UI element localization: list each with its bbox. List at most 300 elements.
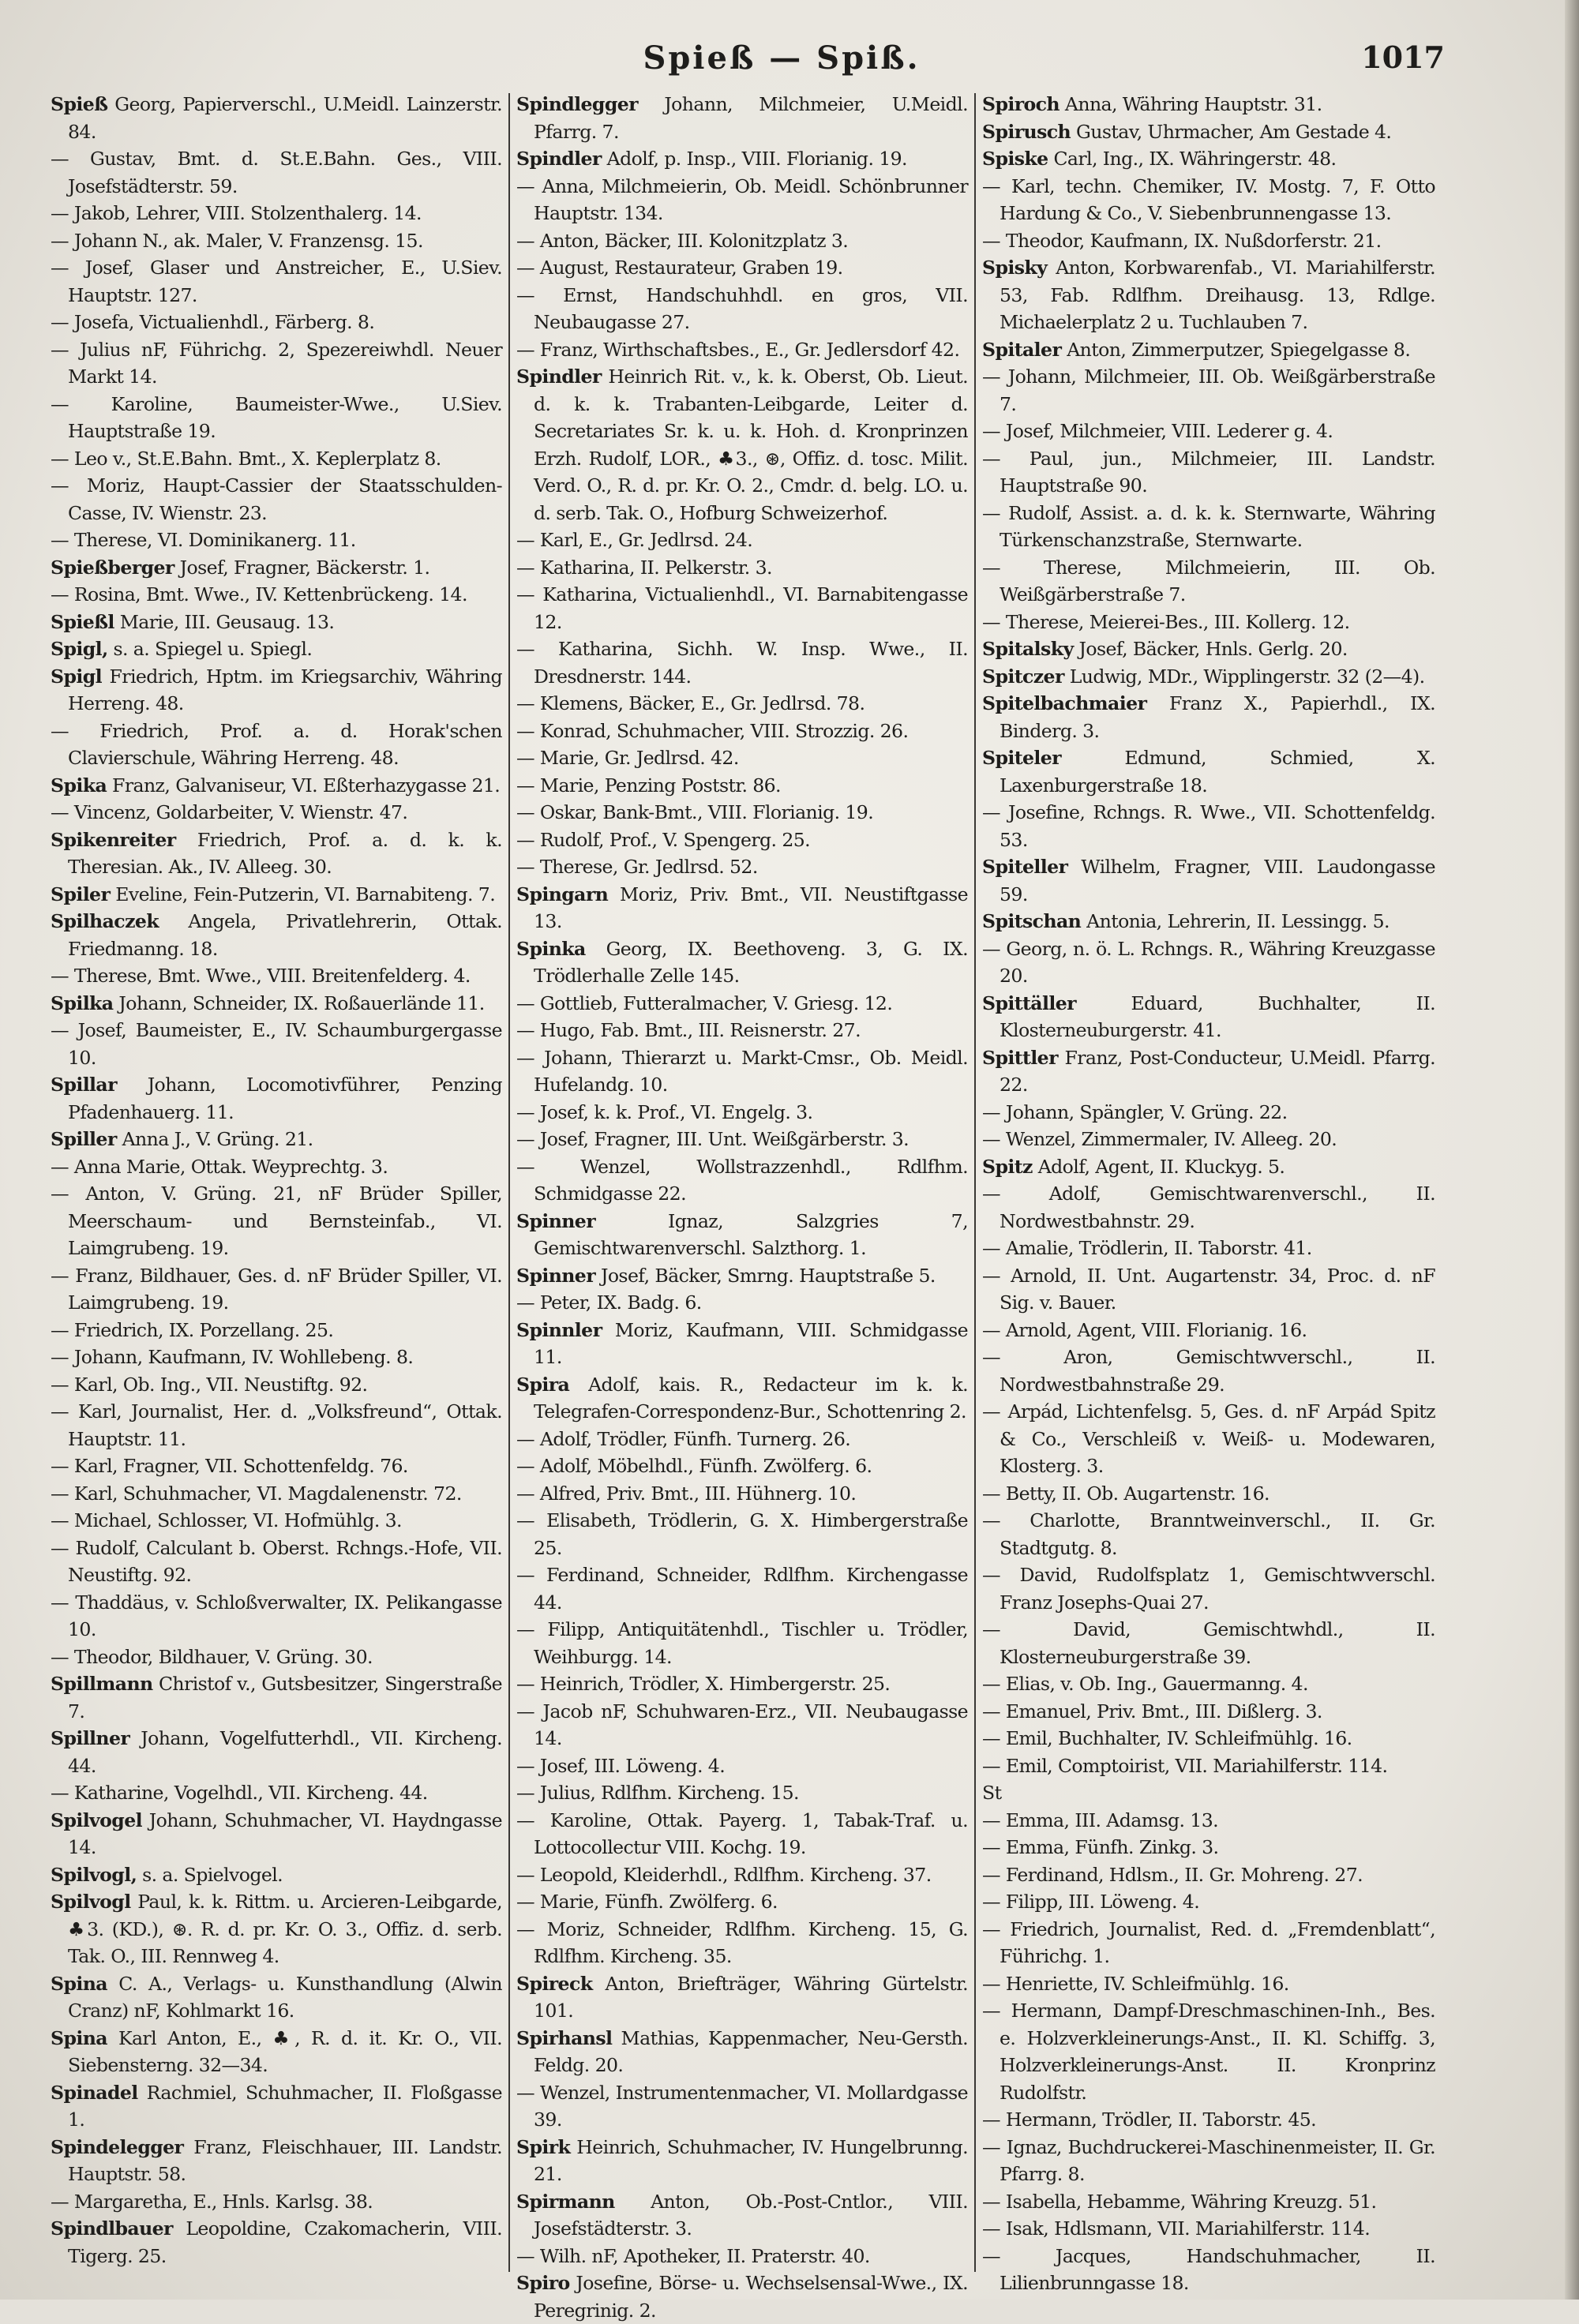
entry-text: — Franz, Bildhauer, Ges. d. nF Brüder Spiller, VI. Laimgrubeng. 19. bbox=[51, 1264, 502, 1314]
entry-surname: Spina bbox=[51, 2026, 107, 2049]
entry-text: — Karl, Fragner, VII. Schottenfeldg. 76. bbox=[51, 1455, 408, 1477]
entry-text: s. a. Spiegel u. Spiegl. bbox=[113, 638, 313, 660]
entry-text: — Karl, Journalist, Her. d. „Volksfreund“, Ottak. Hauptstr. 11. bbox=[51, 1400, 502, 1450]
entry-text: Antonia, Lehrerin, II. Lessingg. 5. bbox=[1086, 910, 1390, 932]
entry-surname: Spiteller bbox=[982, 856, 1068, 878]
entry-text: — Julius nF, Führichg. 2, Spezereiwhdl. Neuer Markt 14. bbox=[51, 338, 502, 388]
directory-entry bbox=[51, 1398, 502, 1452]
entry-text: — Adolf, Möbelhdl., Fünfh. Zwölferg. 6. bbox=[516, 1455, 872, 1477]
directory-entry bbox=[982, 799, 1435, 853]
directory-entry bbox=[982, 2215, 1435, 2243]
entry-text: — Franz, Wirthschaftsbes., E., Gr. Jedlersdorf 42. bbox=[516, 338, 960, 361]
entry-surname: Spillar bbox=[51, 1074, 117, 1096]
directory-entry bbox=[982, 2188, 1435, 2216]
entry-text: — Margaretha, E., Hnls. Karlsg. 38. bbox=[51, 2190, 373, 2213]
entry-surname: Spitalsky bbox=[982, 638, 1074, 660]
entry-text: — Rosina, Bmt. Wwe., IV. Kettenbrückeng. 14. bbox=[51, 583, 467, 605]
entry-text: — Isak, Hdlsmann, VII. Mariahilferstr. 114. bbox=[982, 2217, 1371, 2240]
directory-entry bbox=[51, 336, 502, 391]
entry-text: — Emil, Comptoirist, VII. Mariahilferstr. 114. bbox=[982, 1754, 1388, 1777]
directory-entry bbox=[51, 1017, 502, 1071]
entry-text: — Adolf, Gemischtwarenverschl., II. Nordwestbahnstr. 29. bbox=[982, 1183, 1435, 1232]
entry-text: — Josefa, Victualienhdl., Färberg. 8. bbox=[51, 311, 375, 333]
directory-entry bbox=[51, 91, 502, 145]
directory-entry bbox=[51, 2134, 502, 2188]
entry-text: Rachmiel, Schuhmacher, II. Floßgasse 1. bbox=[68, 2081, 503, 2131]
directory-entry bbox=[516, 1452, 968, 1480]
directory-entry bbox=[982, 227, 1435, 255]
entry-text: Eveline, Fein-Putzerin, VI. Barnabiteng. 7. bbox=[115, 883, 496, 905]
directory-entry bbox=[51, 2025, 502, 2079]
directory-entry bbox=[51, 772, 502, 800]
entry-text: — Wenzel, Instrumentenmacher, VI. Mollardgasse 39. bbox=[516, 2081, 968, 2131]
directory-entry bbox=[982, 1561, 1435, 1616]
entry-text: — Marie, Penzing Poststr. 86. bbox=[516, 774, 781, 797]
entry-surname: Spirusch bbox=[982, 120, 1071, 143]
directory-entry bbox=[516, 1779, 968, 1807]
entry-text: — Oskar, Bank-Bmt., VIII. Florianig. 19. bbox=[516, 801, 874, 823]
directory-entry bbox=[516, 1752, 968, 1780]
directory-entry bbox=[51, 472, 502, 527]
directory-entry bbox=[516, 2134, 968, 2188]
directory-entry bbox=[516, 1698, 968, 1752]
directory-entry bbox=[982, 1807, 1435, 1835]
entry-surname: Spitczer bbox=[982, 665, 1064, 688]
entry-text: — Katharina, Victualienhdl., VI. Barnabitengasse 12. bbox=[516, 583, 968, 633]
directory-entry bbox=[51, 1071, 502, 1126]
directory-entry bbox=[516, 91, 968, 145]
entry-text: Josefine, Börse- u. Wechselsensal-Wwe., IX. Peregrinig. 2. bbox=[534, 2272, 968, 2322]
entry-text: — Emma, Fünfh. Zinkg. 3. bbox=[982, 1836, 1219, 1858]
entry-surname: Spiske bbox=[982, 148, 1048, 170]
entry-text: — Isabella, Hebamme, Währing Kreuzg. 51. bbox=[982, 2190, 1377, 2213]
directory-entry bbox=[51, 1670, 502, 1725]
directory-entry bbox=[51, 1807, 502, 1861]
entry-text: Karl Anton, E., ♣, R. d. it. Kr. O., VII. Siebensterng. 32—34. bbox=[68, 2026, 502, 2076]
entry-text: Leopoldine, Czakomacherin, VIII. Tigerg. 25. bbox=[68, 2217, 502, 2267]
directory-entry bbox=[51, 391, 502, 445]
entry-text: Franz, Galvaniseur, VI. Eßterhazygasse 21. bbox=[112, 774, 501, 797]
directory-entry bbox=[51, 663, 502, 718]
directory-entry bbox=[982, 1180, 1435, 1235]
entry-text: Anton, Briefträger, Währing Gürtelstr. 101. bbox=[534, 1972, 968, 2022]
entry-text: — Peter, IX. Badg. 6. bbox=[516, 1291, 702, 1314]
entry-text: Adolf, Agent, II. Kluckyg. 5. bbox=[1037, 1155, 1285, 1178]
entry-text: — Anna, Milchmeierin, Ob. Meidl. Schönbrunner Hauptstr. 134. bbox=[516, 174, 968, 224]
entry-text: — Friedrich, Journalist, Red. d. „Fremdenblatt“, Führichg. 1. bbox=[982, 1917, 1435, 1967]
entry-text: — Theodor, Bildhauer, V. Grüng. 30. bbox=[51, 1645, 373, 1668]
directory-entry bbox=[982, 1616, 1435, 1670]
directory-entry bbox=[982, 173, 1435, 227]
directory-entry bbox=[516, 2079, 968, 2134]
directory-entry bbox=[516, 772, 968, 800]
directory-entry bbox=[982, 1344, 1435, 1398]
directory-entry bbox=[516, 227, 968, 255]
running-head: Spieß — Spiß. bbox=[643, 39, 921, 77]
directory-entry bbox=[982, 2134, 1435, 2188]
directory-entry bbox=[516, 853, 968, 881]
directory-entry bbox=[51, 1970, 502, 2025]
directory-entry bbox=[516, 690, 968, 718]
entry-text: — Aron, Gemischtwverschl., II. Nordwestbahnstraße 29. bbox=[982, 1346, 1435, 1396]
entry-text: — Johann N., ak. Maler, V. Franzensg. 15. bbox=[51, 229, 423, 252]
directory-entry bbox=[51, 1507, 502, 1535]
entry-text: — Paul, jun., Milchmeier, III. Landstr. Hauptstraße 90. bbox=[982, 447, 1435, 497]
directory-entry bbox=[982, 336, 1435, 364]
entry-surname: Spikenreiter bbox=[51, 828, 176, 851]
directory-entry bbox=[516, 990, 968, 1018]
directory-entry bbox=[516, 2188, 968, 2243]
directory-entry bbox=[51, 1725, 502, 1779]
directory-entry bbox=[516, 2243, 968, 2270]
entry-surname: Spillmann bbox=[51, 1673, 153, 1695]
column-rule bbox=[508, 93, 510, 2272]
directory-entry bbox=[51, 1180, 502, 1262]
directory-entry bbox=[516, 1888, 968, 1916]
entry-surname: Spika bbox=[51, 774, 107, 797]
directory-entry bbox=[982, 1262, 1435, 1317]
entry-surname: Spisky bbox=[982, 257, 1048, 279]
directory-entry bbox=[516, 718, 968, 745]
directory-entry bbox=[516, 2025, 968, 2079]
entry-text: — Therese, Bmt. Wwe., VIII. Breitenfelderg. 4. bbox=[51, 965, 471, 987]
directory-entry bbox=[516, 1317, 968, 1371]
entry-surname: Spilka bbox=[51, 991, 114, 1014]
entry-text: — Josef, k. k. Prof., VI. Engelg. 3. bbox=[516, 1100, 813, 1123]
entry-text: Anton, Zimmerputzer, Spiegelgasse 8. bbox=[1067, 338, 1411, 361]
directory-entry bbox=[51, 227, 502, 255]
entry-text: Friedrich, Prof. a. d. k. k. Theresian. Ak., IV. Alleeg. 30. bbox=[68, 828, 502, 878]
entry-text: Moriz, Priv. Bmt., VII. Neustiftgasse 13. bbox=[534, 883, 969, 932]
entry-surname: Spilvogl bbox=[51, 1891, 131, 1913]
entry-text: — Georg, n. ö. L. Rchngs. R., Währing Kreuzgasse 20. bbox=[982, 937, 1435, 987]
entry-text: — Arpád, Lichtenfelsg. 5, Ges. d. nF Arpád Spitz & Co., Verschleiß v. Weiß- u. Modewaren, Klosterg. 3. bbox=[982, 1400, 1435, 1477]
directory-entry bbox=[982, 2243, 1435, 2297]
entry-text: — Therese, Milchmeierin, III. Ob. Weißgärberstraße 7. bbox=[982, 556, 1435, 605]
entry-text: Angela, Privatlehrerin, Ottak. Friedmanng. 18. bbox=[68, 910, 503, 960]
entry-text: Christof v., Gutsbesitzer, Singerstraße 7. bbox=[68, 1673, 502, 1722]
directory-entry bbox=[516, 635, 968, 690]
entry-text: — Hermann, Dampf-Dreschmaschinen-Inh., Bes. e. Holzverkleinerungs-Anst., II. Kl. Schiffg. 3, Holzverkleinerungs-Anst. II. Kronprinz Rudolfstr. bbox=[982, 2000, 1435, 2104]
entry-surname: Spinner bbox=[516, 1264, 596, 1287]
entry-text: Adolf, kais. R., Redacteur im k. k. Telegrafen-Correspondenz-Bur., Schottenring 2. bbox=[534, 1373, 968, 1423]
directory-entry bbox=[982, 1153, 1435, 1181]
directory-entry bbox=[982, 609, 1435, 636]
directory-entry bbox=[51, 1644, 502, 1671]
directory-entry bbox=[982, 744, 1435, 799]
directory-entry bbox=[982, 1044, 1435, 1099]
entry-surname: Spieß bbox=[51, 93, 108, 115]
directory-entry bbox=[982, 554, 1435, 609]
entry-text: — Marie, Gr. Jedlrsd. 42. bbox=[516, 747, 739, 769]
directory-entry bbox=[516, 1916, 968, 1970]
entry-text: — Heinrich, Trödler, X. Himbergerstr. 25. bbox=[516, 1673, 891, 1695]
directory-entry bbox=[982, 1997, 1435, 2106]
directory-entry bbox=[516, 527, 968, 554]
entry-text: — Therese, Meierei-Bes., III. Kollerg. 12. bbox=[982, 610, 1350, 633]
directory-entry bbox=[51, 1452, 502, 1480]
entry-text: Anna, Währing Hauptstr. 31. bbox=[1064, 93, 1322, 115]
entry-surname: Spittäller bbox=[982, 991, 1076, 1014]
entry-surname: Spireck bbox=[516, 1972, 593, 1995]
directory-entry bbox=[51, 609, 502, 636]
entry-text: Johann, Milchmeier, U.Meidl. Pfarrg. 7. bbox=[534, 93, 968, 143]
directory-entry bbox=[516, 935, 968, 990]
entry-surname: Spirhansl bbox=[516, 2026, 613, 2049]
entry-surname: Spira bbox=[516, 1373, 570, 1396]
entry-text: — Emil, Buchhalter, IV. Schleifmühlg. 16. bbox=[982, 1727, 1352, 1749]
entry-surname: Spinadel bbox=[51, 2081, 138, 2104]
entry-text: — Elias, v. Ob. Ing., Gauermanng. 4. bbox=[982, 1673, 1308, 1695]
entry-text: Gustav, Uhrmacher, Am Gestade 4. bbox=[1076, 120, 1392, 143]
entry-surname: Spießberger bbox=[51, 556, 174, 579]
entry-text: Johann, Locomotivführer, Penzing Pfadenhauerg. 11. bbox=[68, 1074, 502, 1123]
entry-surname: Spigl, bbox=[51, 638, 108, 660]
directory-entry bbox=[516, 881, 968, 935]
entry-text: — Rudolf, Calculant b. Oberst. Rchngs.-Hofe, VII. Neustiftg. 92. bbox=[51, 1536, 502, 1586]
directory-entry bbox=[516, 1289, 968, 1317]
directory-entry bbox=[982, 1888, 1435, 1916]
entry-text: — Theodor, Kaufmann, IX. Nußdorferstr. 21. bbox=[982, 229, 1382, 252]
entry-surname: Spiroch bbox=[982, 93, 1060, 115]
directory-entry bbox=[982, 908, 1435, 935]
entry-surname: Spirmann bbox=[516, 2190, 615, 2213]
directory-entry bbox=[982, 1916, 1435, 1970]
entry-text: — Adolf, Trödler, Fünfh. Turnerg. 26. bbox=[516, 1427, 851, 1450]
entry-text: Anna J., V. Grüng. 21. bbox=[122, 1128, 313, 1150]
directory-entry bbox=[516, 254, 968, 282]
directory-entry bbox=[982, 500, 1435, 554]
entry-text: — Katharine, Vogelhdl., VII. Kircheng. 44. bbox=[51, 1782, 428, 1804]
directory-entry bbox=[51, 1317, 502, 1344]
entry-text: — Vincenz, Goldarbeiter, V. Wienstr. 47. bbox=[51, 801, 408, 823]
directory-entry bbox=[516, 1561, 968, 1616]
directory-entry bbox=[516, 827, 968, 854]
directory-entry bbox=[51, 581, 502, 609]
directory-entry bbox=[982, 1126, 1435, 1153]
directory-entry bbox=[982, 254, 1435, 336]
entry-surname: Spindelegger bbox=[51, 2135, 184, 2158]
entry-text: Georg, IX. Beethoveng. 3, G. IX. Trödlerhalle Zelle 145. bbox=[534, 937, 968, 987]
entry-text: Johann, Schuhmacher, VI. Haydngasse 14. bbox=[68, 1809, 502, 1858]
entry-text: — Hermann, Trödler, II. Taborstr. 45. bbox=[982, 2108, 1317, 2131]
entry-text: — Johann, Thierarzt u. Markt-Cmsr., Ob. Meidl. Hufelandg. 10. bbox=[516, 1046, 968, 1096]
entry-text: — Josef, III. Löweng. 4. bbox=[516, 1754, 726, 1777]
column-3 bbox=[982, 91, 1435, 2294]
entry-text: Heinrich, Schuhmacher, IV. Hungelbrunng. 21. bbox=[534, 2135, 968, 2185]
entry-surname: Spittler bbox=[982, 1046, 1058, 1069]
entry-text: Franz, Post-Conducteur, U.Meidl. Pfarrg. 22. bbox=[1000, 1046, 1435, 1096]
entry-text: — Emanuel, Priv. Bmt., III. Dißlerg. 3. bbox=[982, 1700, 1322, 1722]
entry-text: Franz X., Papierhdl., IX. Binderg. 3. bbox=[1000, 692, 1435, 742]
directory-entry bbox=[51, 718, 502, 772]
entry-text: Josef, Fragner, Bäckerstr. 1. bbox=[179, 556, 430, 579]
entry-text: — Gustav, Bmt. d. St.E.Bahn. Ges., VIII. Josefstädterstr. 59. bbox=[51, 148, 502, 197]
directory-entry bbox=[982, 1725, 1435, 1752]
directory-entry bbox=[516, 1616, 968, 1670]
directory-entry bbox=[982, 1779, 1435, 1807]
directory-entry bbox=[51, 254, 502, 309]
directory-entry bbox=[516, 282, 968, 336]
directory-entry bbox=[51, 1371, 502, 1399]
entry-text: — Rudolf, Assist. a. d. k. k. Sternwarte, Währing Türkenschanzstraße, Sternwarte. bbox=[982, 501, 1435, 551]
entry-text: Friedrich, Hptm. im Kriegsarchiv, Währing Herreng. 48. bbox=[68, 665, 502, 714]
entry-surname: Spießl bbox=[51, 610, 114, 633]
directory-entry bbox=[982, 690, 1435, 744]
directory-entry bbox=[982, 363, 1435, 418]
directory-entry bbox=[51, 827, 502, 881]
directory-entry bbox=[982, 1752, 1435, 1780]
entry-text: Mathias, Kappenmacher, Neu-Gersth. Feldg. 20. bbox=[534, 2026, 968, 2076]
entry-text: s. a. Spielvogel. bbox=[142, 1863, 283, 1886]
entry-text: St bbox=[982, 1782, 1002, 1804]
directory-entry bbox=[516, 2270, 968, 2324]
directory-entry bbox=[516, 581, 968, 635]
entry-text: — Ignaz, Buchdruckerei-Maschinenmeister, II. Gr. Pfarrg. 8. bbox=[982, 2135, 1435, 2185]
entry-text: — Leo v., St.E.Bahn. Bmt., X. Keplerplatz 8. bbox=[51, 447, 441, 470]
entry-text: — Henriette, IV. Schleifmühlg. 16. bbox=[982, 1972, 1289, 1995]
entry-surname: Spindler bbox=[516, 148, 602, 170]
entry-text: — Betty, II. Ob. Augartenstr. 16. bbox=[982, 1482, 1270, 1505]
entry-surname: Spinner bbox=[516, 1209, 596, 1232]
directory-entry bbox=[516, 336, 968, 364]
directory-entry bbox=[516, 554, 968, 582]
entry-text: Anton, Ob.-Post-Cntlor., VIII. Josefstädterstr. 3. bbox=[534, 2190, 968, 2240]
entry-text: — Friedrich, Prof. a. d. Horak'schen Clavierschule, Währing Herreng. 48. bbox=[51, 719, 502, 769]
entry-text: — Karl, Schuhmacher, VI. Magdalenenstr. 72. bbox=[51, 1482, 462, 1505]
directory-entry bbox=[516, 1480, 968, 1508]
directory-entry bbox=[516, 1044, 968, 1099]
entry-text: — Michael, Schlosser, VI. Hofmühlg. 3. bbox=[51, 1509, 402, 1531]
directory-entry bbox=[982, 1970, 1435, 1998]
entry-text: — David, Rudolfsplatz 1, Gemischtwverschl. Franz Josephs-Quai 27. bbox=[982, 1564, 1435, 1614]
entry-text: — Julius, Rdlfhm. Kircheng. 15. bbox=[516, 1782, 799, 1804]
directory-entry bbox=[516, 1670, 968, 1698]
directory-entry bbox=[51, 1779, 502, 1807]
directory-entry bbox=[51, 1480, 502, 1508]
entry-text: — Amalie, Trödlerin, II. Taborstr. 41. bbox=[982, 1237, 1312, 1259]
directory-entry bbox=[982, 1398, 1435, 1480]
entry-text: — Filipp, Antiquitätenhdl., Tischler u. Trödler, Weihburgg. 14. bbox=[516, 1618, 968, 1668]
entry-text: — Katharina, II. Pelkerstr. 3. bbox=[516, 556, 772, 579]
entry-text: — Karl, Ob. Ing., VII. Neustiftg. 92. bbox=[51, 1373, 368, 1396]
entry-text: — Therese, VI. Dominikanerg. 11. bbox=[51, 529, 356, 551]
directory-entry bbox=[51, 1589, 502, 1644]
entry-text: — Gottlieb, Futteralmacher, V. Griesg. 12. bbox=[516, 991, 893, 1014]
entry-surname: Spitaler bbox=[982, 338, 1062, 361]
entry-text: — Karl, E., Gr. Jedlrsd. 24. bbox=[516, 529, 753, 551]
page-number: 1017 bbox=[1361, 39, 1445, 75]
entry-text: — Wenzel, Wollstrazzenhdl., Rdlfhm. Schmidgasse 22. bbox=[516, 1155, 968, 1205]
entry-surname: Spigl bbox=[51, 665, 102, 688]
entry-text: — Konrad, Schuhmacher, VIII. Strozzig. 26. bbox=[516, 719, 909, 742]
column-rule bbox=[974, 93, 976, 2272]
entry-text: — Katharina, Sichh. W. Insp. Wwe., II. Dresdnerstr. 144. bbox=[516, 638, 968, 688]
directory-entry bbox=[51, 1126, 502, 1153]
directory-entry bbox=[51, 2215, 502, 2270]
entry-text: — Anna Marie, Ottak. Weyprechtg. 3. bbox=[51, 1155, 388, 1178]
directory-entry bbox=[51, 554, 502, 582]
entry-text: — Klemens, Bäcker, E., Gr. Jedlrsd. 78. bbox=[516, 692, 865, 714]
directory-entry bbox=[982, 1507, 1435, 1561]
directory-entry bbox=[516, 799, 968, 827]
directory-entry bbox=[51, 908, 502, 962]
entry-text: — Arnold, II. Unt. Augartenstr. 34, Proc. d. nF Sig. v. Bauer. bbox=[982, 1264, 1435, 1314]
directory-entry bbox=[51, 1153, 502, 1181]
entry-surname: Spiler bbox=[51, 883, 111, 905]
directory-entry bbox=[51, 145, 502, 200]
directory-entry bbox=[982, 1861, 1435, 1889]
entry-text: — Alfred, Priv. Bmt., III. Hühnerg. 10. bbox=[516, 1482, 857, 1505]
directory-entry bbox=[982, 1670, 1435, 1698]
entry-text: — Karl, techn. Chemiker, IV. Mostg. 7, F. Otto Hardung & Co., V. Siebenbrunnengasse 13. bbox=[982, 174, 1435, 224]
entry-text: — Therese, Gr. Jedlrsd. 52. bbox=[516, 856, 758, 878]
entry-text: Anton, Korbwarenfab., VI. Mariahilferstr. 53, Fab. Rdlfhm. Dreihausg. 13, Rdlge. Michaelerplatz 2 u. Tuchlauben 7. bbox=[1000, 257, 1435, 333]
directory-entry bbox=[516, 1017, 968, 1044]
directory-entry bbox=[982, 91, 1435, 118]
entry-text: — Hugo, Fab. Bmt., III. Reisnerstr. 27. bbox=[516, 1019, 861, 1041]
entry-surname: Spindlegger bbox=[516, 93, 638, 115]
directory-entry bbox=[51, 1861, 502, 1889]
directory-entry bbox=[51, 1888, 502, 1970]
entry-text: — Johann, Kaufmann, IV. Wohllebeng. 8. bbox=[51, 1346, 414, 1368]
entry-text: — Wenzel, Zimmermaler, IV. Alleeg. 20. bbox=[982, 1128, 1337, 1150]
directory-entry bbox=[516, 1371, 968, 1426]
entry-text: — Friedrich, IX. Porzellang. 25. bbox=[51, 1318, 334, 1341]
entry-surname: Spilhaczek bbox=[51, 910, 159, 932]
entry-text: Ludwig, MDr., Wipplingerstr. 32 (2—4). bbox=[1069, 665, 1425, 688]
entry-text: Josef, Bäcker, Hnls. Gerlg. 20. bbox=[1078, 638, 1348, 660]
entry-surname: Spiller bbox=[51, 1128, 117, 1150]
entry-text: Johann, Vogelfutterhdl., VII. Kircheng. 44. bbox=[68, 1727, 502, 1777]
directory-entry bbox=[51, 200, 502, 227]
entry-surname: Spillner bbox=[51, 1727, 130, 1749]
directory-entry bbox=[516, 145, 968, 173]
entry-text: — Karoline, Baumeister-Wwe., U.Siev. Hauptstraße 19. bbox=[51, 392, 502, 442]
entry-text: — Arnold, Agent, VIII. Florianig. 16. bbox=[982, 1318, 1307, 1341]
entry-text: — Johann, Milchmeier, III. Ob. Weißgärberstraße 7. bbox=[982, 365, 1435, 415]
directory-entry bbox=[51, 962, 502, 990]
entry-text: — Marie, Fünfh. Zwölferg. 6. bbox=[516, 1891, 778, 1913]
directory-entry bbox=[516, 1970, 968, 2025]
directory-entry bbox=[982, 990, 1435, 1044]
directory-entry bbox=[51, 527, 502, 554]
entry-text: — Elisabeth, Trödlerin, G. X. Himbergerstraße 25. bbox=[516, 1509, 968, 1559]
entry-text: — Josefine, Rchngs. R. Wwe., VII. Schottenfeldg. 53. bbox=[982, 801, 1435, 851]
entry-text: — Rudolf, Prof., V. Spengerg. 25. bbox=[516, 828, 811, 851]
entry-surname: Spirk bbox=[516, 2135, 571, 2158]
entry-text: — Jakob, Lehrer, VIII. Stolzenthalerg. 14. bbox=[51, 202, 422, 224]
entry-text: — Filipp, III. Löweng. 4. bbox=[982, 1891, 1200, 1913]
entry-text: — August, Restaurateur, Graben 19. bbox=[516, 257, 843, 279]
entry-text: — Wilh. nF, Apotheker, II. Praterstr. 40. bbox=[516, 2244, 870, 2267]
entry-text: Franz, Fleischhauer, III. Landstr. Hauptstr. 58. bbox=[68, 2135, 502, 2185]
entry-surname: Spitschan bbox=[982, 910, 1082, 932]
entry-text: — Anton, Bäcker, III. Kolonitzplatz 3. bbox=[516, 229, 849, 252]
directory-entry bbox=[516, 173, 968, 227]
entry-text: — Josef, Glaser und Anstreicher, E., U.Siev. Hauptstr. 127. bbox=[51, 257, 502, 306]
directory-entry bbox=[982, 2106, 1435, 2134]
directory-entry bbox=[516, 1126, 968, 1153]
directory-entry bbox=[982, 1317, 1435, 1344]
entry-text: — Josef, Baumeister, E., IV. Schaumburgergasse 10. bbox=[51, 1019, 502, 1069]
directory-entry bbox=[516, 1507, 968, 1561]
entry-text: Josef, Bäcker, Smrng. Hauptstraße 5. bbox=[600, 1264, 936, 1287]
directory-entry bbox=[982, 853, 1435, 908]
entry-text: — Karoline, Ottak. Payerg. 1, Tabak-Traf. u. Lottocollectur VIII. Kochg. 19. bbox=[516, 1809, 968, 1858]
directory-entry bbox=[51, 990, 502, 1018]
entry-text: — Ferdinand, Schneider, Rdlfhm. Kirchengasse 44. bbox=[516, 1564, 968, 1614]
